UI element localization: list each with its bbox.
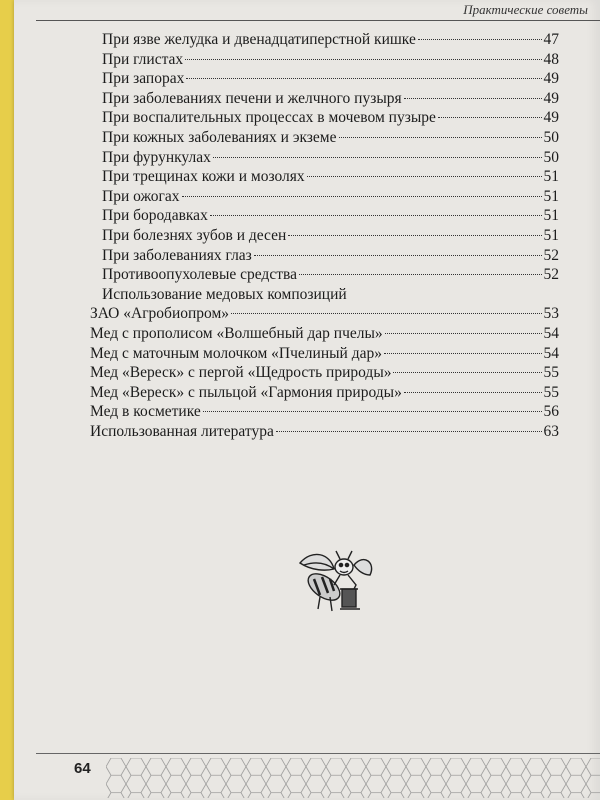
toc-entry-page: 54 <box>543 324 559 342</box>
toc-entry <box>84 344 559 364</box>
toc-entry-title: ЗАО «Агробиопром» <box>90 305 230 323</box>
toc-entry <box>84 108 559 128</box>
toc-entry-title: Мед с маточным молочком «Пчелиный дар» <box>90 344 382 362</box>
toc-entry-page: 52 <box>543 266 559 284</box>
toc-entry-title: При заболеваниях глаз <box>102 246 252 264</box>
toc-entry <box>84 187 559 207</box>
toc-entry <box>84 304 559 324</box>
toc-entry-title: При язве желудка и двенадцатиперстной кишке <box>102 31 416 48</box>
toc-entry <box>84 167 559 187</box>
toc-entry <box>84 383 559 403</box>
page-number: 64 <box>74 760 91 777</box>
toc-entry-title: При глистах <box>102 50 184 68</box>
toc-entry-page: 52 <box>543 246 559 264</box>
toc-entry <box>84 89 559 109</box>
toc-entry <box>84 128 559 148</box>
toc-entry-page: 51 <box>543 168 559 186</box>
toc-entry <box>84 69 559 89</box>
bee-illustration-icon <box>290 545 380 623</box>
toc-entry-title: При трещинах кожи и мозолях <box>102 168 305 186</box>
toc-entry-page: 50 <box>543 128 559 146</box>
toc-entry-title: При запорах <box>102 70 185 88</box>
toc-leader-dots <box>299 274 542 275</box>
toc-leader-dots <box>385 333 542 334</box>
toc-entry-page: 48 <box>543 50 559 68</box>
toc-entry-title: Мед «Вереск» с пергой «Щедрость природы» <box>90 364 392 382</box>
toc-leader-dots <box>339 137 542 138</box>
toc-leader-dots <box>393 372 541 373</box>
toc-entry <box>84 363 559 383</box>
book-page <box>14 0 600 800</box>
toc-leader-dots <box>186 78 541 79</box>
toc-leader-dots <box>404 392 542 393</box>
toc-entry-page: 47 <box>543 31 559 48</box>
toc-entry-title: Мед с прополисом «Волшебный дар пчелы» <box>90 324 383 342</box>
toc-leader-dots <box>182 196 542 197</box>
toc-entry-title: Противоопухолевые средства <box>102 266 297 284</box>
toc-entry-page: 53 <box>543 305 559 323</box>
toc-entry-page: 51 <box>543 226 559 244</box>
toc-leader-dots <box>307 176 542 177</box>
toc-entry-page: 63 <box>543 422 559 440</box>
toc-entry <box>84 226 559 246</box>
toc-leader-dots <box>203 411 542 412</box>
toc-leader-dots <box>231 313 541 314</box>
toc-entry-page: 55 <box>543 364 559 382</box>
toc-entry <box>84 285 559 305</box>
toc-leader-dots <box>276 431 542 432</box>
toc-leader-dots <box>418 39 542 40</box>
toc-entry-title: При болезнях зубов и десен <box>102 226 287 244</box>
toc-entry-title: Мед «Вереск» с пыльцой «Гармония природы» <box>90 383 402 401</box>
toc-entry <box>84 246 559 266</box>
toc-entry <box>84 206 559 226</box>
toc-entry <box>84 422 559 442</box>
toc-entry-page: 51 <box>543 187 559 205</box>
toc-entry-page: 55 <box>543 383 559 401</box>
page-footer <box>36 753 600 800</box>
toc-entry-title: При бородавках <box>102 207 208 225</box>
toc-entry-title: При ожогах <box>102 187 180 205</box>
toc-entry-title: Использованная литература <box>90 422 274 440</box>
toc-entry <box>84 324 559 344</box>
toc-entry-page: 50 <box>543 148 559 166</box>
toc-entry-page: 49 <box>543 89 559 107</box>
honeycomb-pattern-icon <box>106 758 600 798</box>
toc-leader-dots <box>213 157 542 158</box>
toc-leader-dots <box>254 255 542 256</box>
header-title: Практические советы <box>463 2 588 17</box>
toc-leader-dots <box>185 59 541 60</box>
toc-entry <box>84 50 559 70</box>
toc-entry-page: 51 <box>543 207 559 225</box>
toc-entry-title: Мед в косметике <box>90 403 201 421</box>
toc-leader-dots <box>210 215 542 216</box>
toc-leader-dots <box>438 117 542 118</box>
toc-leader-dots <box>288 235 541 236</box>
toc-entry-title: При кожных заболеваниях и экземе <box>102 128 337 146</box>
toc-entry <box>84 265 559 285</box>
toc-entry <box>84 148 559 168</box>
toc-entry-title: При воспалительных процессах в мочевом пузыре <box>102 109 436 127</box>
toc-entry-page: 49 <box>543 109 559 127</box>
toc-entry-page: 49 <box>543 70 559 88</box>
toc-entry <box>84 402 559 422</box>
table-of-contents <box>84 30 559 441</box>
toc-entry-title: Использование медовых композиций <box>102 285 347 303</box>
toc-entry-page: 54 <box>543 344 559 362</box>
toc-entry-title: При фурункулах <box>102 148 211 166</box>
toc-entry-page: 56 <box>543 403 559 421</box>
toc-leader-dots <box>384 353 542 354</box>
toc-leader-dots <box>404 98 542 99</box>
toc-entry-title: При заболеваниях печени и желчного пузыря <box>102 89 402 107</box>
toc-entry <box>84 30 559 50</box>
running-header <box>36 0 600 21</box>
